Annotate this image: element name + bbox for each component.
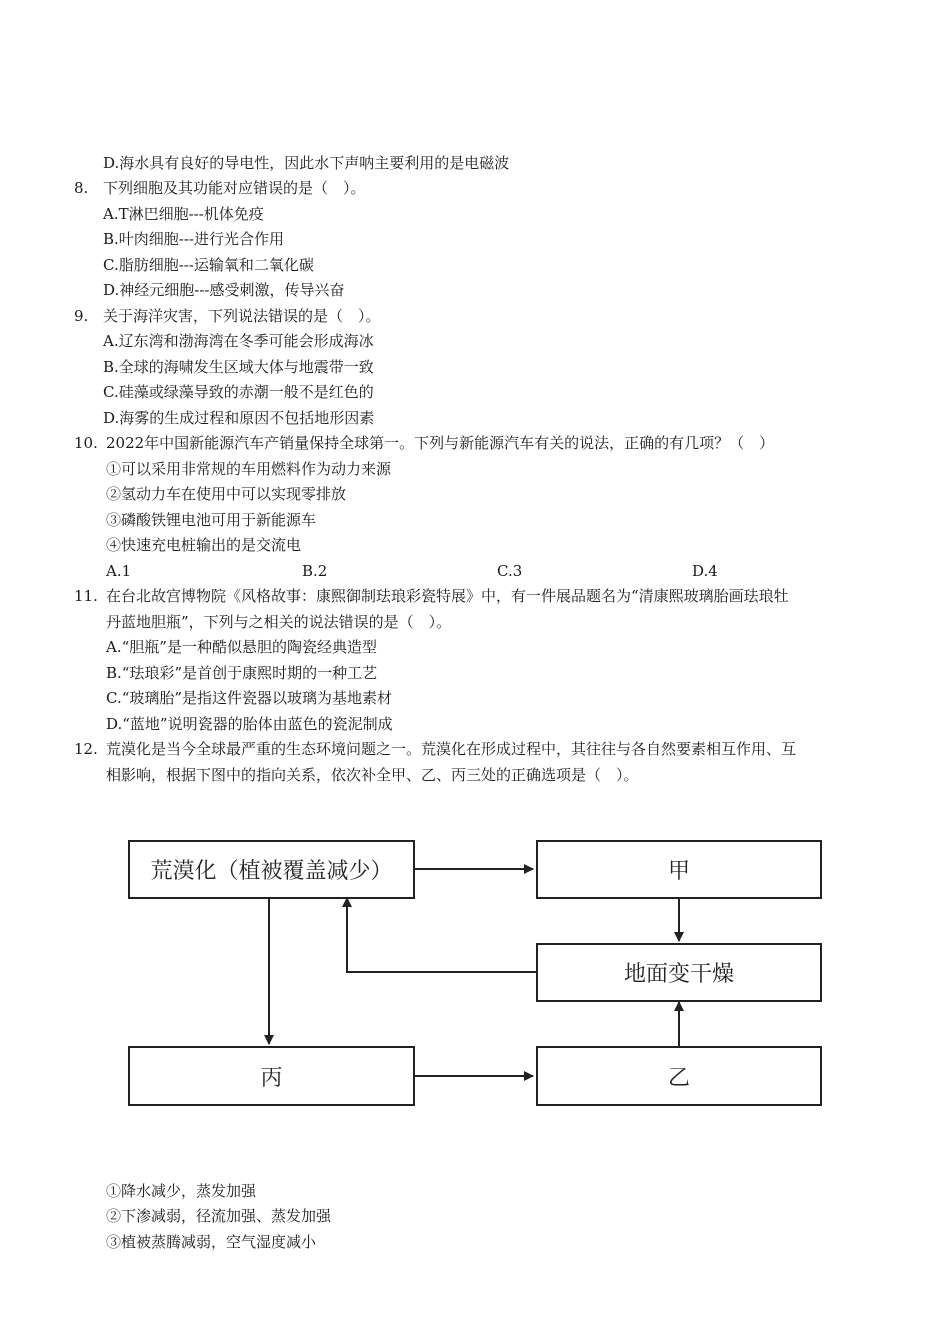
box-jia: 甲 (536, 840, 822, 899)
q12-choice-1: ①降水减少，蒸发加强 (106, 1182, 257, 1200)
q10-statement-1: ①可以采用非常规的车用燃料作为动力来源 (106, 460, 392, 478)
q12-choice-3: ③植被蒸腾减弱，空气湿度减小 (106, 1233, 317, 1251)
q8-option-a: A.T淋巴细胞---机体免疫 (103, 205, 264, 223)
desertification-flow-diagram (128, 836, 828, 1116)
q12-stem-line2: 相影响，根据下图中的指向关系，依次补全甲、乙、丙三处的正确选项是（ ）。 (106, 766, 639, 784)
q9-number: 9. (74, 307, 89, 325)
q9-stem: 关于海洋灾害，下列说法错误的是（ ）。 (103, 307, 381, 325)
q9-option-d: D.海雾的生成过程和原因不包括地形因素 (103, 409, 375, 427)
q10-option-c: C.3 (497, 562, 523, 580)
q10-statement-3: ③磷酸铁锂电池可用于新能源车 (106, 511, 317, 529)
q7-option-d: D.海水具有良好的导电性，因此水下声呐主要利用的是电磁波 (103, 154, 510, 172)
box-yi: 乙 (536, 1046, 822, 1106)
q12-number: 12. (74, 740, 98, 758)
q9-option-b: B.全球的海啸发生区域大体与地震带一致 (103, 358, 374, 376)
q11-option-b: B.“珐琅彩”是首创于康熙时期的一种工艺 (106, 664, 378, 682)
box-dry-ground: 地面变干燥 (536, 943, 822, 1002)
q8-option-b: B.叶肉细胞---进行光合作用 (103, 230, 284, 248)
q12-choice-2: ②下渗减弱，径流加强、蒸发加强 (106, 1207, 332, 1225)
q12-stem-line1: 荒漠化是当今全球最严重的生态环境问题之一。荒漠化在形成过程中，其往往与各自然要素相互作用、互 (106, 740, 797, 758)
box-bing: 丙 (128, 1046, 415, 1106)
q11-number: 11. (74, 587, 98, 605)
q10-option-b: B.2 (302, 562, 328, 580)
q11-stem-line2: 丹蓝地胆瓶”，下列与之相关的说法错误的是（ ）。 (106, 613, 452, 631)
q10-option-d: D.4 (692, 562, 718, 580)
q8-option-c: C.脂肪细胞---运输氧和二氧化碳 (103, 256, 314, 274)
q11-stem-line1: 在台北故宫博物院《风格故事：康熙御制珐琅彩瓷特展》中，有一件展品题名为“清康熙玻璃胎画珐琅牡 (106, 587, 789, 605)
q11-option-a: A.“胆瓶”是一种酷似悬胆的陶瓷经典造型 (106, 638, 377, 656)
q9-option-c: C.硅藻或绿藻导致的赤潮一般不是红色的 (103, 383, 374, 401)
q10-number: 10. (74, 434, 98, 452)
q8-stem: 下列细胞及其功能对应错误的是（ ）。 (103, 179, 366, 197)
q11-option-c: C.“玻璃胎”是指这件瓷器以玻璃为基地素材 (106, 689, 393, 707)
q8-option-d: D.神经元细胞---感受刺激，传导兴奋 (103, 281, 345, 299)
arrow-dry-to-desertification (347, 898, 537, 972)
box-desertification: 荒漠化（植被覆盖减少） (128, 840, 415, 899)
q10-statement-2: ②氢动力车在使用中可以实现零排放 (106, 485, 347, 503)
q10-option-a: A.1 (106, 562, 132, 580)
q10-stem: 2022年中国新能源汽车产销量保持全球第一。下列与新能源汽车有关的说法，正确的有几项？（ ） (106, 434, 775, 452)
q8-number: 8. (74, 179, 89, 197)
q11-option-d: D.“蓝地”说明瓷器的胎体由蓝色的瓷泥制成 (106, 715, 393, 733)
q10-statement-4: ④快速充电桩输出的是交流电 (106, 536, 302, 554)
q9-option-a: A.辽东湾和渤海湾在冬季可能会形成海冰 (103, 332, 374, 350)
